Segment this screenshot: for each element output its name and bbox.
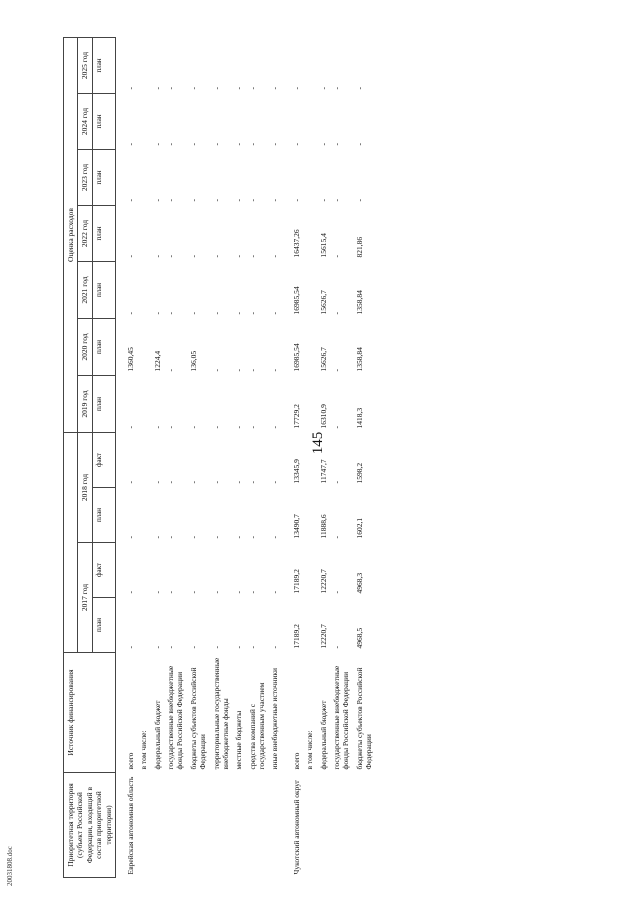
value-cell: [137, 488, 150, 543]
value-cell: 1224,4: [152, 350, 162, 372]
header-plan: план: [92, 94, 115, 150]
value-cell: 13490,7: [291, 514, 301, 539]
value-cell: -: [331, 143, 341, 146]
value-cell: -: [152, 536, 162, 539]
table-body: [115, 38, 375, 878]
value-cell: -: [166, 369, 175, 372]
value-cell: 1358,84: [354, 347, 364, 372]
header-year-2019: 2019 год: [78, 376, 92, 433]
value-cell: -: [331, 646, 341, 649]
value-cell: -: [125, 87, 135, 90]
table-row: [303, 38, 316, 878]
territory-cell: [303, 773, 316, 878]
value-cell: 17189,2: [291, 569, 301, 594]
value-cell: -: [234, 646, 244, 649]
source-cell: всего: [125, 752, 135, 770]
value-cell: [303, 319, 316, 376]
table-row: [246, 38, 269, 878]
value-cell: [137, 94, 150, 150]
value-cell: -: [270, 255, 280, 258]
territory-cell: [232, 773, 245, 878]
value-cell: -: [188, 199, 198, 202]
value-cell: -: [166, 646, 175, 649]
header-plan: план: [92, 319, 115, 376]
table-row: [330, 38, 353, 878]
value-cell: -: [331, 426, 341, 429]
value-cell: [303, 543, 316, 598]
value-cell: 4968,3: [354, 572, 364, 594]
value-cell: [137, 319, 150, 376]
value-cell: -: [211, 536, 221, 539]
value-cell: -: [125, 199, 135, 202]
value-cell: -: [247, 255, 257, 258]
source-cell: бюджеты субъектов Российской Федерации: [188, 667, 208, 770]
territory-cell: [330, 773, 353, 878]
value-cell: -: [166, 536, 175, 539]
header-empty: [64, 433, 78, 653]
value-cell: 16437,26: [291, 229, 301, 258]
value-cell: 17189,2: [291, 624, 301, 649]
value-cell: -: [234, 481, 244, 484]
value-cell: -: [166, 481, 175, 484]
value-cell: -: [234, 143, 244, 146]
value-cell: -: [125, 312, 135, 315]
value-cell: -: [166, 255, 175, 258]
source-cell: местные бюджеты: [234, 710, 244, 770]
value-cell: -: [188, 255, 198, 258]
source-cell: средства компаний с государственным участием: [247, 682, 266, 770]
value-cell: -: [270, 143, 280, 146]
table-row: [151, 38, 164, 878]
value-cell: -: [270, 426, 280, 429]
value-cell: -: [166, 591, 175, 594]
value-cell: -: [234, 426, 244, 429]
value-cell: -: [211, 87, 221, 90]
value-cell: -: [234, 536, 244, 539]
value-cell: -: [188, 87, 198, 90]
value-cell: [303, 262, 316, 319]
source-cell: в том числе:: [139, 730, 149, 770]
value-cell: -: [188, 143, 198, 146]
value-cell: -: [354, 143, 364, 146]
value-cell: -: [318, 87, 328, 90]
page-number: 145: [310, 431, 326, 455]
value-cell: -: [234, 87, 244, 90]
value-cell: 821,86: [354, 236, 364, 258]
value-cell: -: [125, 591, 135, 594]
value-cell: -: [247, 426, 257, 429]
value-cell: -: [152, 646, 162, 649]
value-cell: 1418,3: [354, 407, 364, 429]
value-cell: -: [152, 591, 162, 594]
value-cell: [137, 543, 150, 598]
footer-file-name: 20031808.doc: [6, 846, 14, 886]
source-cell: государственные внебюджетные фонды Российской Федерации: [166, 665, 185, 770]
table-row: [164, 38, 187, 878]
value-cell: -: [152, 255, 162, 258]
territory-cell: [353, 773, 376, 878]
value-cell: -: [166, 312, 175, 315]
value-cell: 16985,54: [291, 343, 301, 372]
value-cell: -: [247, 591, 257, 594]
value-cell: -: [270, 646, 280, 649]
value-cell: -: [166, 143, 175, 146]
value-cell: -: [354, 87, 364, 90]
value-cell: 1360,45: [125, 347, 135, 372]
value-cell: -: [291, 199, 301, 202]
value-cell: [303, 433, 316, 488]
header-plan: план: [92, 150, 115, 206]
header-year-2025: 2025 год: [78, 38, 92, 94]
header-year-2021: 2021 год: [78, 262, 92, 319]
value-cell: -: [354, 199, 364, 202]
value-cell: -: [211, 143, 221, 146]
source-cell: территориальные государственные внебюджетные фонды: [211, 657, 230, 770]
value-cell: -: [270, 536, 280, 539]
value-cell: [137, 376, 150, 433]
header-year-2024: 2024 год: [78, 94, 92, 150]
source-cell: всего: [291, 752, 301, 770]
value-cell: 12220,7: [318, 569, 328, 594]
value-cell: -: [331, 87, 341, 90]
table-row: [282, 38, 303, 878]
value-cell: -: [125, 646, 135, 649]
header-territory: Приоритетная территория (субъект Российской Федерации, входящий в состав приоритетной территории): [64, 773, 116, 878]
rotated-table-container: [63, 38, 593, 878]
value-cell: -: [125, 143, 135, 146]
header-fact: факт: [92, 543, 115, 598]
value-cell: 15615,4: [318, 233, 328, 258]
financing-table: [63, 37, 375, 878]
value-cell: 1598,2: [354, 462, 364, 484]
source-cell: федеральный бюджет: [152, 700, 162, 770]
value-cell: -: [152, 481, 162, 484]
territory-cell: [187, 773, 210, 878]
source-cell: бюджеты субъектов Российской Федерации: [354, 667, 373, 770]
value-cell: -: [234, 369, 244, 372]
value-cell: -: [234, 591, 244, 594]
value-cell: 12220,7: [318, 624, 328, 649]
value-cell: -: [166, 426, 175, 429]
value-cell: -: [188, 646, 198, 649]
value-cell: -: [211, 591, 221, 594]
value-cell: -: [211, 369, 221, 372]
value-cell: -: [125, 536, 135, 539]
header-year-2022: 2022 год: [78, 206, 92, 262]
value-cell: -: [270, 312, 280, 315]
value-cell: -: [331, 312, 341, 315]
table-row: [232, 38, 245, 878]
value-cell: -: [211, 426, 221, 429]
territory-cell: Еврейская автономная область: [125, 776, 135, 875]
value-cell: -: [331, 536, 341, 539]
territory-cell: [137, 773, 150, 878]
table-row: [353, 38, 376, 878]
value-cell: -: [247, 87, 257, 90]
value-cell: 1602,1: [354, 517, 364, 539]
source-cell: в том числе:: [305, 730, 315, 770]
value-cell: -: [152, 87, 162, 90]
value-cell: [303, 488, 316, 543]
header-year-2017: 2017 год: [78, 543, 92, 653]
table-row: [317, 38, 330, 878]
value-cell: -: [125, 481, 135, 484]
value-cell: -: [188, 591, 198, 594]
value-cell: -: [125, 426, 135, 429]
value-cell: 1358,84: [354, 290, 364, 315]
territory-cell: [151, 773, 164, 878]
value-cell: [137, 38, 150, 94]
source-cell: государственные внебюджетные фонды Российской Федерации: [331, 665, 351, 770]
value-cell: -: [270, 369, 280, 372]
value-cell: [137, 150, 150, 206]
value-cell: 136,05: [188, 350, 198, 372]
value-cell: -: [152, 426, 162, 429]
value-cell: [303, 150, 316, 206]
value-cell: -: [247, 143, 257, 146]
header-year-2020: 2020 год: [78, 319, 92, 376]
value-cell: -: [331, 255, 341, 258]
header-fact: факт: [92, 433, 115, 488]
source-cell: федеральный бюджет: [318, 700, 328, 770]
table-row: [137, 38, 150, 878]
value-cell: [137, 206, 150, 262]
value-cell: [303, 206, 316, 262]
value-cell: -: [270, 591, 280, 594]
value-cell: -: [188, 426, 198, 429]
value-cell: 16310,9: [318, 404, 328, 429]
value-cell: -: [247, 536, 257, 539]
value-cell: [137, 262, 150, 319]
value-cell: -: [152, 312, 162, 315]
table-row: [268, 38, 281, 878]
value-cell: 11888,6: [318, 514, 328, 539]
table-row: [187, 38, 210, 878]
value-cell: -: [166, 199, 175, 202]
territory-cell: [164, 773, 187, 878]
header-plan: план: [92, 598, 115, 653]
value-cell: 16985,54: [291, 286, 301, 315]
value-cell: -: [270, 87, 280, 90]
value-cell: -: [331, 369, 341, 372]
value-cell: -: [152, 143, 162, 146]
value-cell: [137, 598, 150, 653]
value-cell: -: [331, 481, 341, 484]
value-cell: -: [234, 255, 244, 258]
value-cell: -: [247, 199, 257, 202]
value-cell: -: [234, 199, 244, 202]
territory-cell: [210, 773, 233, 878]
value-cell: -: [247, 369, 257, 372]
header-plan: план: [92, 262, 115, 319]
value-cell: -: [247, 481, 257, 484]
value-cell: -: [211, 255, 221, 258]
header-plan: план: [92, 488, 115, 543]
value-cell: -: [291, 143, 301, 146]
source-cell: иные внебюджетные источники: [270, 668, 280, 770]
value-cell: -: [188, 536, 198, 539]
value-cell: -: [234, 312, 244, 315]
value-cell: [303, 598, 316, 653]
header-source: Источник финансирования: [64, 653, 116, 773]
value-cell: -: [270, 481, 280, 484]
value-cell: 4968,5: [354, 627, 364, 649]
header-year-2018: 2018 год: [78, 433, 92, 543]
territory-cell: [268, 773, 281, 878]
value-cell: [303, 38, 316, 94]
header-plan: план: [92, 376, 115, 433]
value-cell: -: [318, 143, 328, 146]
value-cell: -: [188, 481, 198, 484]
value-cell: -: [166, 87, 175, 90]
header-estimate: Оценка расходов: [64, 38, 78, 433]
header-plan: план: [92, 206, 115, 262]
value-cell: -: [125, 255, 135, 258]
table-header: [64, 38, 116, 878]
value-cell: -: [270, 199, 280, 202]
value-cell: -: [331, 199, 341, 202]
value-cell: -: [188, 312, 198, 315]
value-cell: 15626,7: [318, 290, 328, 315]
value-cell: -: [211, 481, 221, 484]
header-year-2023: 2023 год: [78, 150, 92, 206]
value-cell: [303, 376, 316, 433]
value-cell: 11747,7: [318, 459, 328, 484]
value-cell: -: [318, 199, 328, 202]
value-cell: -: [211, 312, 221, 315]
value-cell: -: [247, 646, 257, 649]
territory-cell: Чукотский автономный округ: [291, 779, 301, 875]
value-cell: -: [331, 591, 341, 594]
territory-cell: [317, 773, 330, 878]
value-cell: [303, 94, 316, 150]
value-cell: [137, 433, 150, 488]
value-cell: -: [247, 312, 257, 315]
value-cell: -: [211, 646, 221, 649]
territory-cell: [246, 773, 269, 878]
table-row: [210, 38, 233, 878]
value-cell: -: [152, 199, 162, 202]
table-row: [115, 38, 137, 878]
header-plan: план: [92, 38, 115, 94]
value-cell: 17729,2: [291, 404, 301, 429]
value-cell: 13345,9: [291, 459, 301, 484]
value-cell: -: [211, 199, 221, 202]
value-cell: 15626,7: [318, 347, 328, 372]
value-cell: -: [291, 87, 301, 90]
